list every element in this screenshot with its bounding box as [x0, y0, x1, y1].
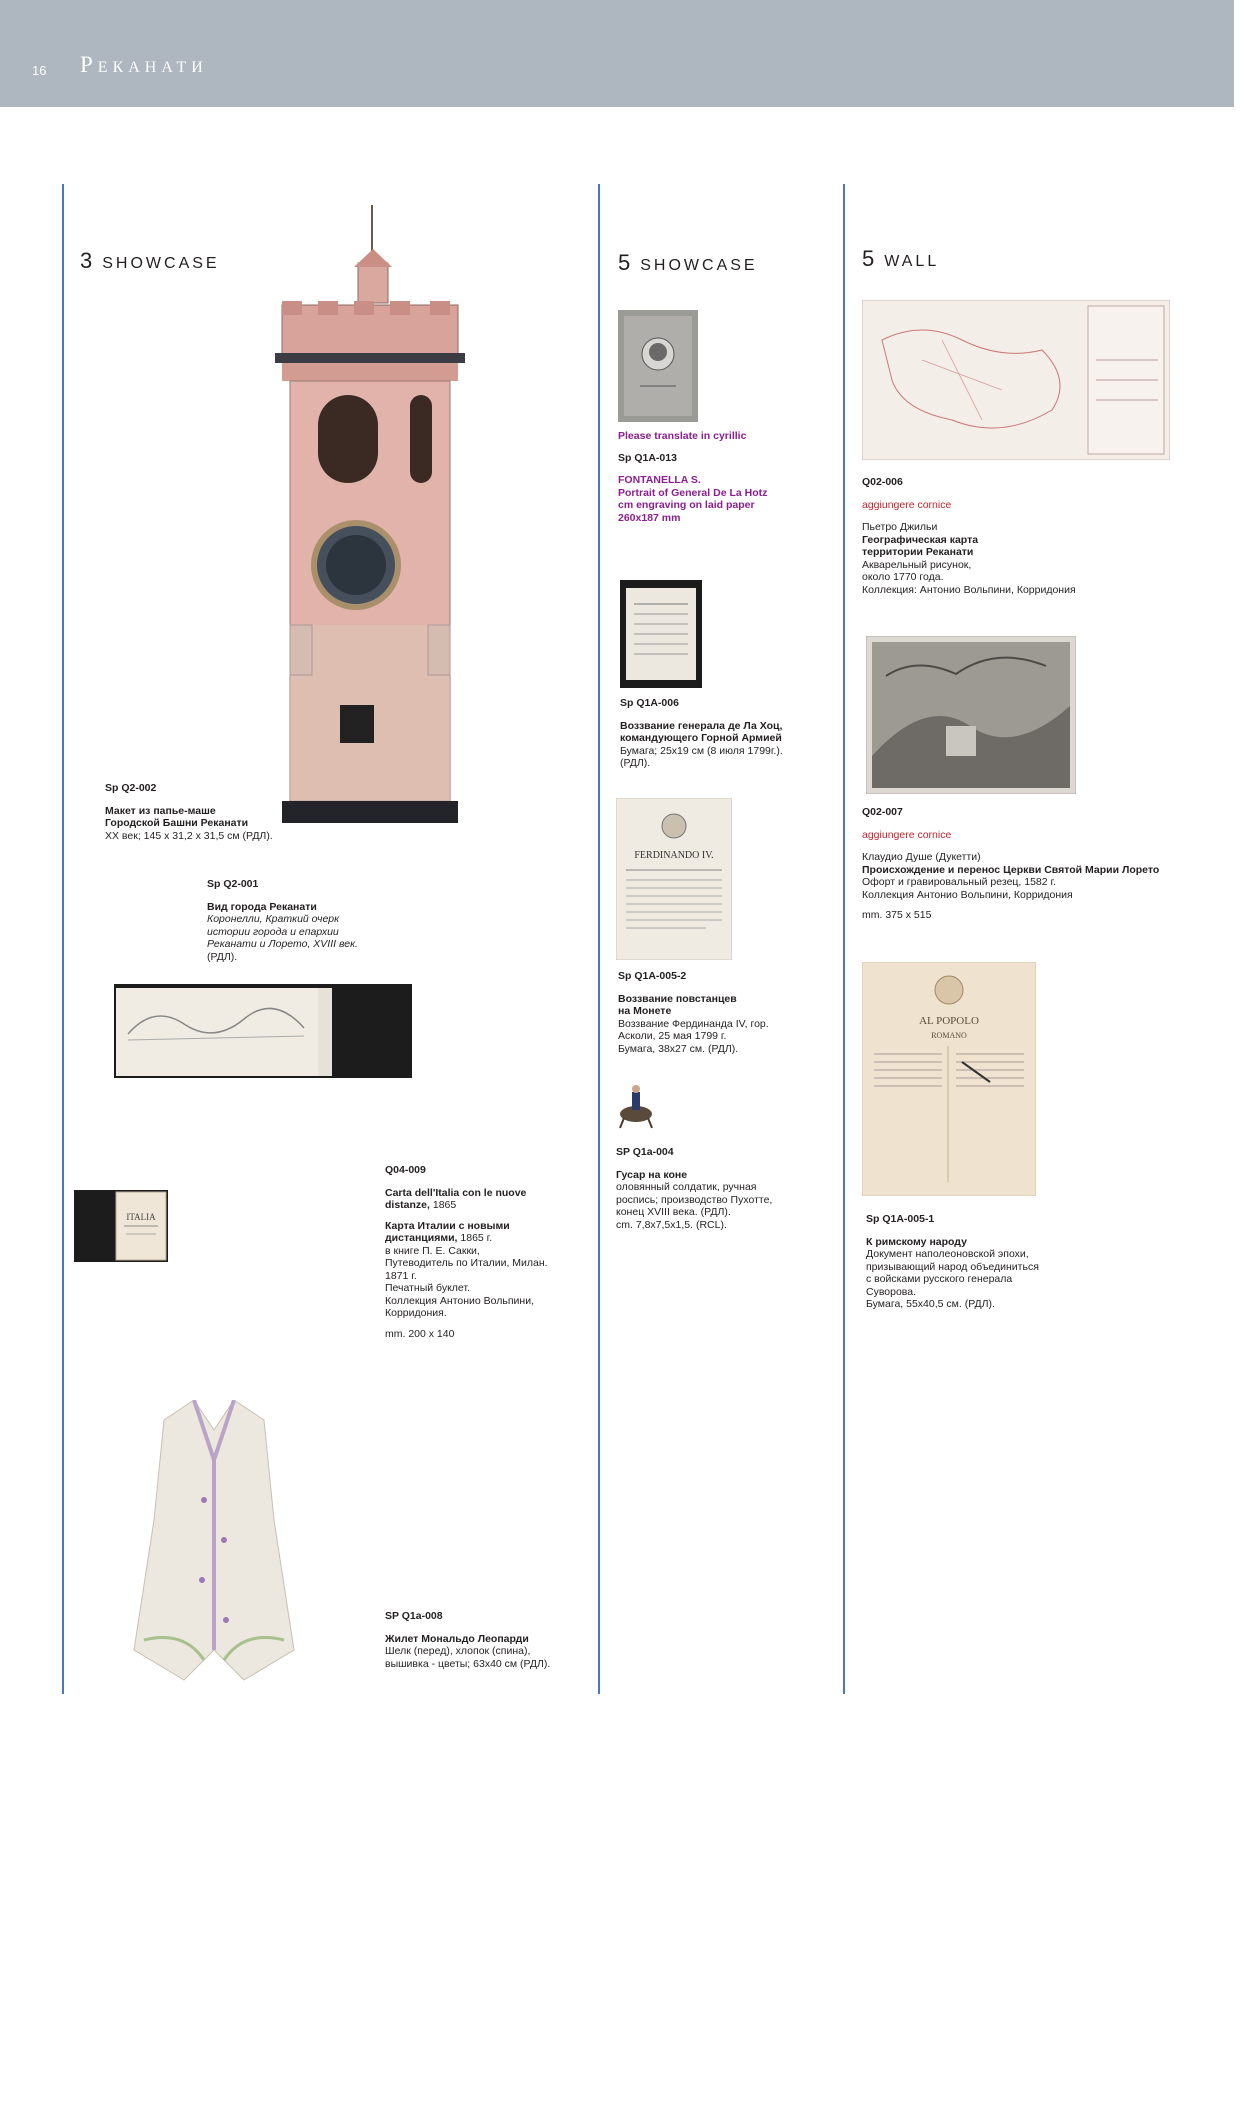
caption-roman-people: Sp Q1A-005-1 К римскому народу Документ наполеоновской эпохи, призывающий народ объединиться с войсками русского генерала Суворова. Бумага, 55x40,5 см. (РДЛ).: [866, 1213, 1039, 1310]
appeal-general-image: [620, 580, 702, 688]
proclamation-heading: AL POPOLO: [919, 1015, 979, 1027]
church-etching-image: [866, 636, 1076, 794]
ferdinando-heading: FERDINANDO IV.: [634, 850, 714, 861]
section-title-right: 5 WALL: [862, 246, 940, 271]
hussar-figure-image: [614, 1082, 658, 1130]
city-view-engraving-image: [114, 984, 412, 1078]
caption-tower: Sp Q2-002 Макет из папье-маше Городской Башни Реканати XX век; 145 x 31,2 x 31,5 см (РДЛ).: [105, 782, 273, 842]
caption-map-italy: Q04-009 Carta dell'Italia con le nuove distanze, 1865 Карта Италии с новыми дистанциями, 1865 г. в книге П. Е. Сакки, Путеводитель по Италии, Милан. 1871 г. Печатный буклет. Коллекция Антонио Вольпини, Корридония. mm. 200 x 140: [385, 1164, 548, 1340]
proclamation-subheading: ROMANO: [931, 1031, 967, 1040]
column-rule-left: [62, 184, 64, 1694]
roman-people-proclamation-image: [862, 962, 1036, 1196]
italia-book-title: ITALIA: [126, 1212, 156, 1222]
portrait-engraving-image: [618, 310, 698, 422]
caption-hussar: SP Q1a-004 Гусар на коне оловянный солдатик, ручная роспись; производство Пухотте, конец XVIII века. (РДЛ). cm. 7,8x7,5x1,5. (RCL).: [616, 1146, 773, 1231]
column-rule-right: [843, 184, 845, 1694]
caption-church: Q02-007 aggiungere cornice Клаудио Душе (Дукетти) Происхождение и перенос Церкви Святой Марии Лорето Офорт и гравировальный резец, 1582 г. Коллекция Антонио Вольпини, Корридония mm. 375 x 515: [862, 806, 1160, 921]
page-title: Реканати: [80, 52, 208, 77]
page-number: 16: [32, 63, 47, 78]
caption-portrait: Please translate in cyrillic Sp Q1A-013 FONTANELLA S. Portrait of General De La Hotz cm engraving on laid paper 260x187 mm: [618, 430, 768, 524]
italia-book-image: [74, 1190, 168, 1262]
caption-appeal-general: Sp Q1A-006 Воззвание генерала де Ла Хоц, командующего Горной Армией Бумага; 25x19 см (8 июля 1799г.). (РДЛ).: [620, 697, 783, 769]
page-header: [0, 0, 1234, 107]
section-title-left: 3 SHOWCASE: [80, 248, 220, 273]
caption-city-view: Sp Q2-001 Вид города Реканати Коронелли, Краткий очерк истории города и епархии Реканати и Лорето, XVIII век. (РДЛ).: [207, 878, 358, 963]
geographic-map-image: [862, 300, 1170, 460]
appeal-rebels-image: [616, 798, 732, 960]
section-title-middle: 5 SHOWCASE: [618, 250, 758, 275]
caption-geo-map: Q02-006 aggiungere cornice Пьетро Джильи Географическая карта территории Реканати Акварельный рисунок, около 1770 года. Коллекция: Антонио Вольпини, Корридония: [862, 476, 1076, 596]
caption-appeal-rebels: Sp Q1A-005-2 Воззвание повстанцев на Монете Воззвание Фердинанда IV, гор. Асколи, 25 мая 1799 г. Бумага, 38x27 см. (РДЛ).: [618, 970, 769, 1055]
tower-model-image: [270, 205, 470, 835]
caption-vest: SP Q1a-008 Жилет Мональдо Леопарди Шелк (перед), хлопок (спина), вышивка - цветы; 63x40 см (РДЛ).: [385, 1610, 551, 1670]
vest-image: [124, 1400, 304, 1690]
column-rule-middle: [598, 184, 600, 1694]
